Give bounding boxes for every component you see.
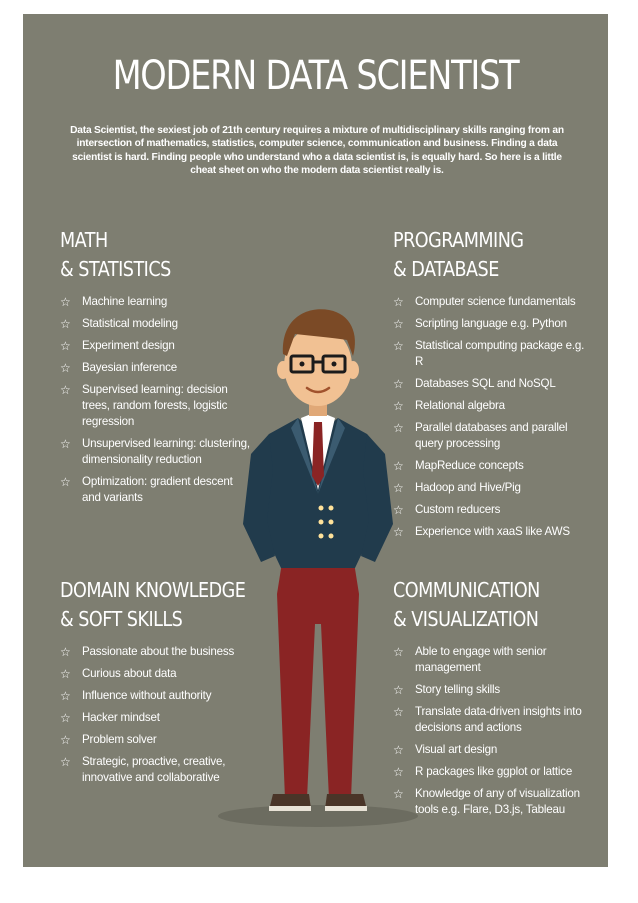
star-outline-icon: ☆ bbox=[60, 361, 71, 375]
skill-text: Relational algebra bbox=[415, 399, 505, 412]
skill-text: Statistical modeling bbox=[82, 317, 178, 330]
star-outline-icon: ☆ bbox=[60, 437, 71, 451]
skill-text: R packages like ggplot or lattice bbox=[415, 765, 573, 778]
skill-text: Story telling skills bbox=[415, 683, 500, 696]
star-outline-icon: ☆ bbox=[393, 765, 404, 779]
section-title: PROGRAMMING & DATABASE bbox=[393, 228, 524, 281]
data-scientist-illustration bbox=[203, 294, 433, 834]
skill-text: Visual art design bbox=[415, 743, 498, 756]
skill-text: Strategic, proactive, creative, innovative and collaborative bbox=[82, 755, 226, 784]
star-outline-icon: ☆ bbox=[393, 459, 404, 473]
section-title: MATH & STATISTICS bbox=[60, 228, 171, 281]
star-outline-icon: ☆ bbox=[60, 475, 71, 489]
star-outline-icon: ☆ bbox=[60, 755, 71, 769]
infographic-poster bbox=[23, 14, 608, 867]
star-outline-icon: ☆ bbox=[60, 295, 71, 309]
star-outline-icon: ☆ bbox=[60, 689, 71, 703]
skill-text: Curious about data bbox=[82, 667, 177, 680]
tie bbox=[312, 422, 324, 486]
skill-text: Scripting language e.g. Python bbox=[415, 317, 567, 330]
intro-paragraph: Data Scientist, the sexiest job of 21th century requires a mixture of multidisciplinary skills ranging from an intersection of mathematics, statistics, computer science, communication and business. Finding a data scientist is hard. Finding people who understand who a data scientist is, is equally hard. So here is a little cheat sheet on who the modern data scientist really is. bbox=[70, 125, 564, 177]
skill-text: Translate data-driven insights into decisions and actions bbox=[415, 705, 582, 734]
star-outline-icon: ☆ bbox=[393, 503, 404, 517]
skill-text: Influence without authority bbox=[82, 689, 212, 702]
star-outline-icon: ☆ bbox=[60, 383, 71, 397]
skill-text: Experiment design bbox=[82, 339, 175, 352]
star-outline-icon: ☆ bbox=[60, 317, 71, 331]
star-outline-icon: ☆ bbox=[393, 645, 404, 659]
skill-text: Hadoop and Hive/Pig bbox=[415, 481, 521, 494]
skill-text: Problem solver bbox=[82, 733, 157, 746]
floor-shadow bbox=[218, 805, 418, 827]
skill-text: Parallel databases and parallel query processing bbox=[415, 421, 568, 450]
star-outline-icon: ☆ bbox=[60, 667, 71, 681]
star-outline-icon: ☆ bbox=[393, 421, 404, 435]
skill-text: Knowledge of any of visualization tools e.g. Flare, D3.js, Tableau bbox=[415, 787, 580, 816]
skill-text: Experience with xaaS like AWS bbox=[415, 525, 570, 538]
skill-text: Supervised learning: decision trees, random forests, logistic regression bbox=[82, 383, 228, 428]
star-outline-icon: ☆ bbox=[393, 377, 404, 391]
skill-text: Custom reducers bbox=[415, 503, 501, 516]
skill-text: Bayesian inference bbox=[82, 361, 178, 374]
section-title: DOMAIN KNOWLEDGE & SOFT SKILLS bbox=[60, 578, 246, 631]
star-outline-icon: ☆ bbox=[60, 711, 71, 725]
star-outline-icon: ☆ bbox=[60, 339, 71, 353]
star-outline-icon: ☆ bbox=[393, 683, 404, 697]
star-outline-icon: ☆ bbox=[393, 481, 404, 495]
skill-text: Computer science fundamentals bbox=[415, 295, 576, 308]
star-outline-icon: ☆ bbox=[393, 317, 404, 331]
skill-text: Hacker mindset bbox=[82, 711, 160, 724]
skill-text: Passionate about the business bbox=[82, 645, 235, 658]
star-outline-icon: ☆ bbox=[393, 705, 404, 719]
skill-text: Optimization: gradient descent and variants bbox=[82, 475, 233, 504]
star-outline-icon: ☆ bbox=[393, 525, 404, 539]
star-outline-icon: ☆ bbox=[393, 295, 404, 309]
star-outline-icon: ☆ bbox=[393, 743, 404, 757]
skill-text: Unsupervised learning: clustering, dimensionality reduction bbox=[82, 437, 250, 466]
star-outline-icon: ☆ bbox=[393, 339, 404, 353]
star-outline-icon: ☆ bbox=[393, 399, 404, 413]
page-title: MODERN DATA SCIENTIST bbox=[112, 53, 519, 99]
skill-text: Statistical computing package e.g. R bbox=[415, 339, 585, 368]
skill-text: Machine learning bbox=[82, 295, 168, 308]
star-outline-icon: ☆ bbox=[60, 645, 71, 659]
star-outline-icon: ☆ bbox=[60, 733, 71, 747]
skill-text: MapReduce concepts bbox=[415, 459, 524, 472]
pants bbox=[277, 556, 359, 799]
star-outline-icon: ☆ bbox=[393, 787, 404, 801]
section-title: COMMUNICATION & VISUALIZATION bbox=[393, 578, 540, 631]
skill-text: Able to engage with senior management bbox=[415, 645, 547, 674]
skill-text: Databases SQL and NoSQL bbox=[415, 377, 556, 390]
